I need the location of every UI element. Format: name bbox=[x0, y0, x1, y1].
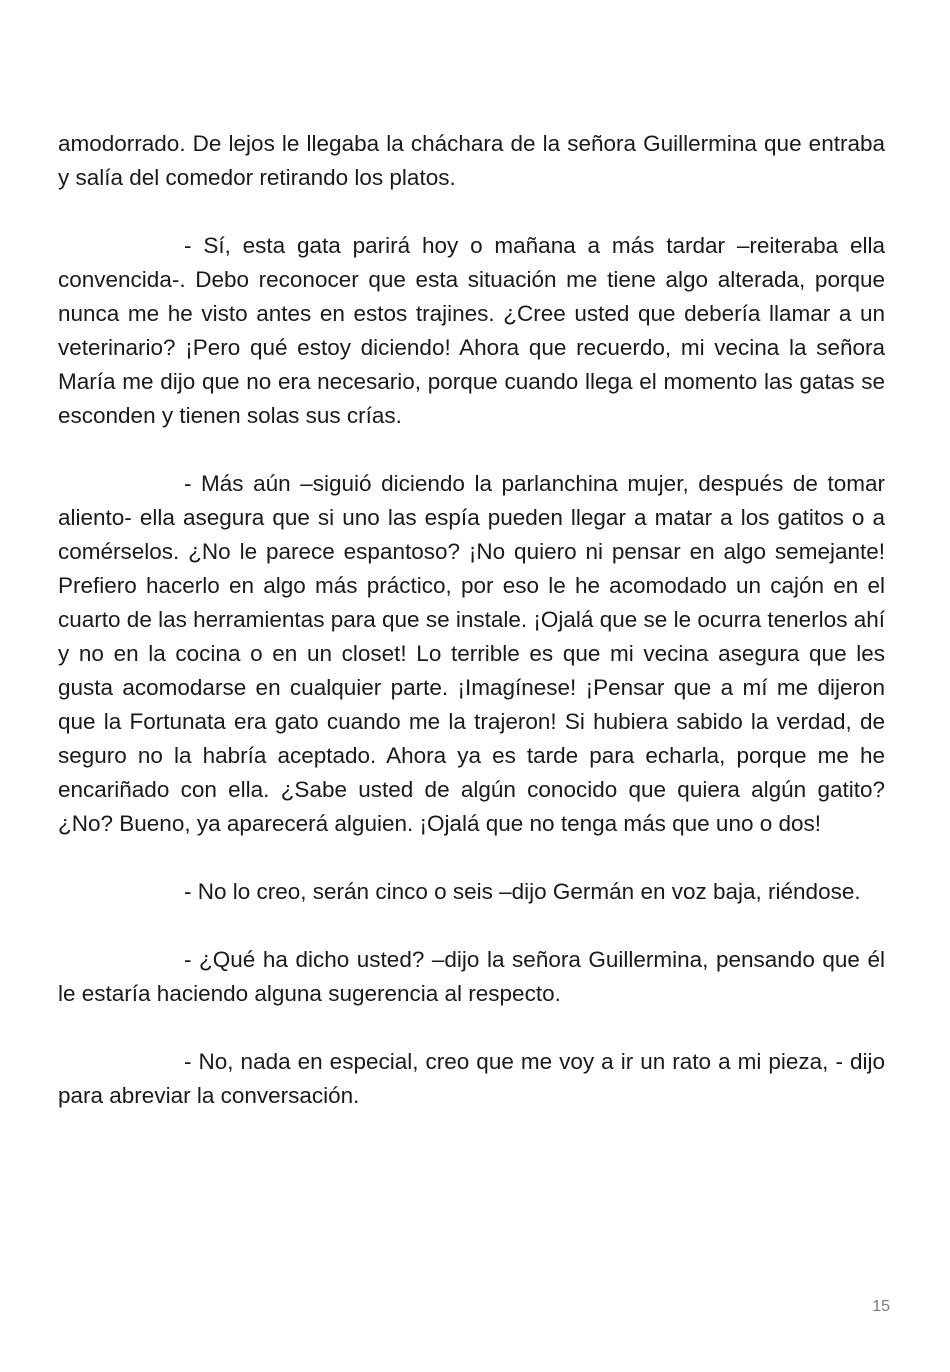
paragraph-6: - No, nada en especial, creo que me voy a ir un rato a mi pieza, - dijo para abreviar la conversación. bbox=[58, 1049, 885, 1108]
paragraph-3: - Más aún –siguió diciendo la parlanchina mujer, después de tomar aliento- ella asegura que si uno las espía pueden llegar a matar a los gatitos o a comérselos. ¿No le parece espantoso? ¡No quiero ni pensar en algo semejante! Prefiero hacerlo en algo más práctico, por eso le he acomodado un cajón en el cuarto de las herramientas para que se instale. ¡Ojalá que se le ocurra tenerlos ahí y no en la cocina o en un closet! Lo terrible es que mi vecina asegura que les gusta acomodarse en cualquier parte. ¡Imagínese! ¡Pensar que a mí me dijeron que la Fortunata era gato cuando me la trajeron! Si hubiera sabido la verdad, de seguro no la habría aceptado. Ahora ya es tarde para echarla, porque me he encariñado con ella. ¿Sabe usted de algún conocido que quiera algún gatito? ¿No? Bueno, ya aparecerá alguien. ¡Ojalá que no tenga más que uno o dos! bbox=[58, 471, 885, 836]
paragraph-4: - No lo creo, serán cinco o seis –dijo Germán en voz baja, riéndose. bbox=[184, 879, 861, 904]
body-text bbox=[58, 127, 885, 1147]
page-number: 15 bbox=[872, 1298, 890, 1315]
paragraph-2: - Sí, esta gata parirá hoy o mañana a más tardar –reiteraba ella convencida-. Debo reconocer que esta situación me tiene algo alterada, porque nunca me he visto antes en estos trajines. ¿Cree usted que debería llamar a un veterinario? ¡Pero qué estoy diciendo! Ahora que recuerdo, mi vecina la señora María me dijo que no era necesario, porque cuando llega el momento las gatas se esconden y tienen solas sus crías. bbox=[58, 233, 885, 428]
paragraph-1: amodorrado. De lejos le llegaba la cháchara de la señora Guillermina que entraba y salía del comedor retirando los platos. bbox=[58, 131, 885, 190]
paragraph-5: - ¿Qué ha dicho usted? –dijo la señora Guillermina, pensando que él le estaría haciendo alguna sugerencia al respecto. bbox=[58, 947, 885, 1006]
